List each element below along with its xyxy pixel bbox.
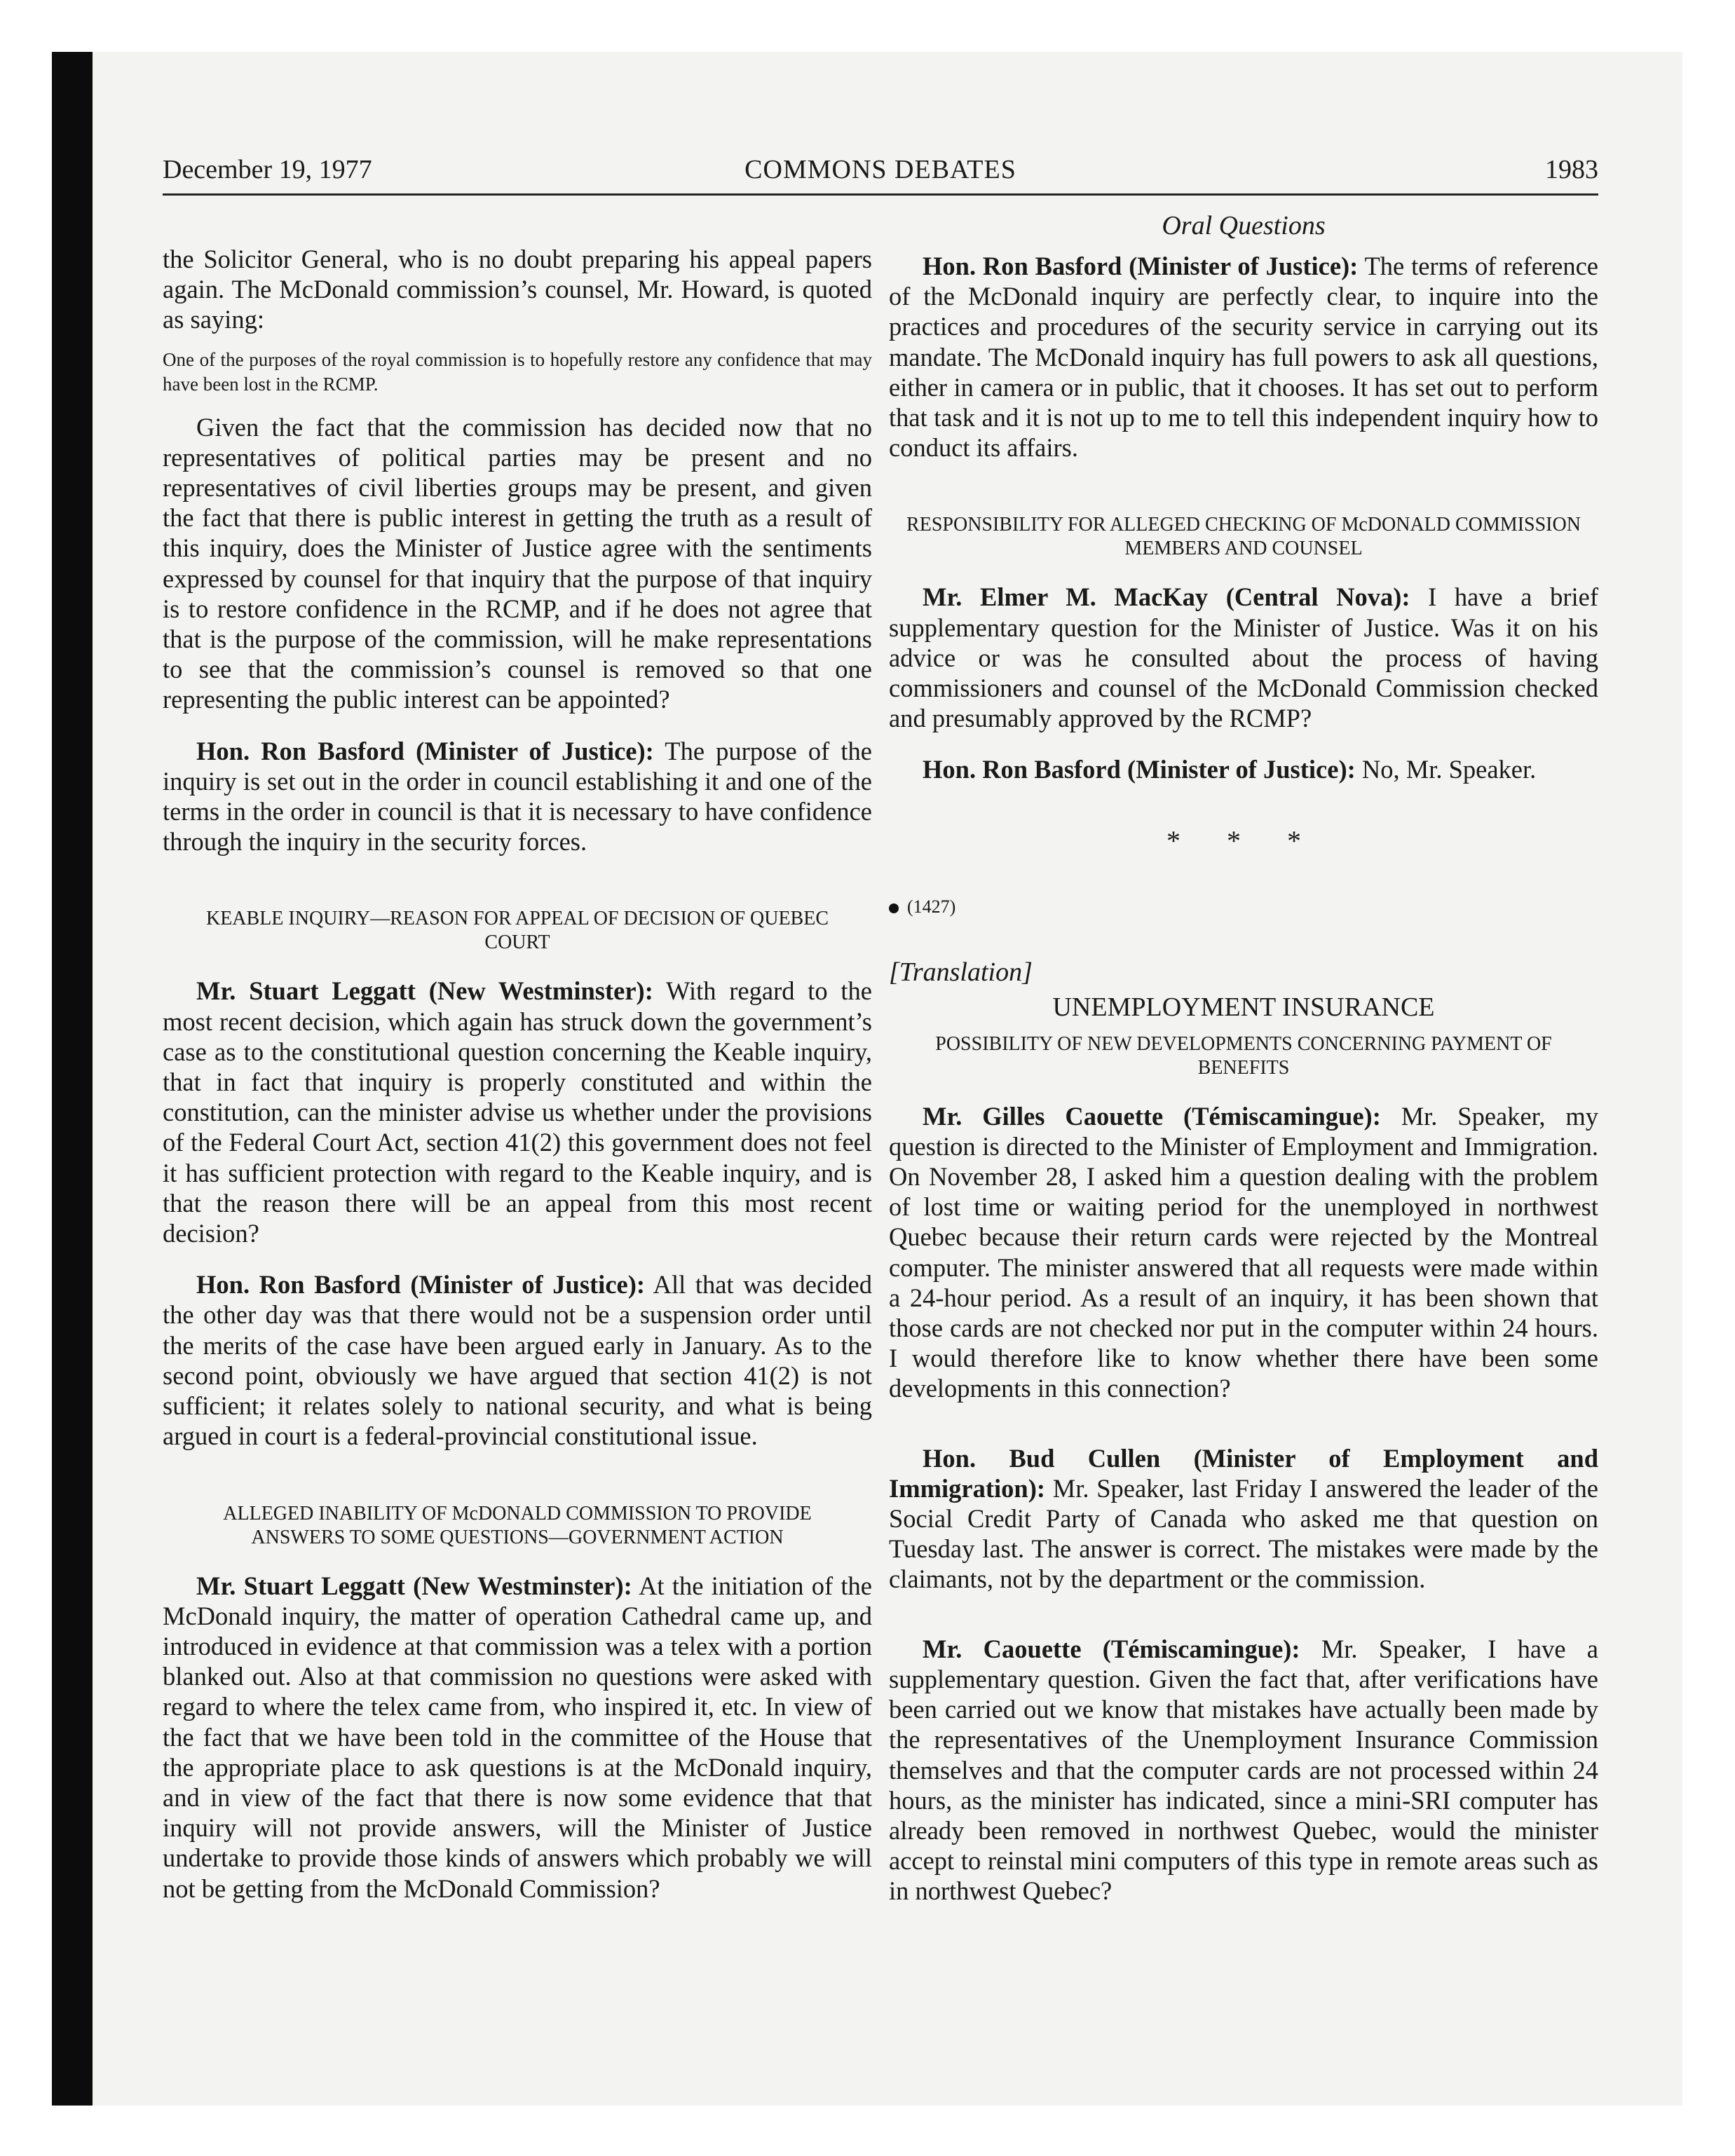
paragraph	[889, 582, 1598, 733]
section-heading: RESPONSIBILITY FOR ALLEGED CHECKING OF McDONALD COMMISSION MEMBERS AND COUNSEL	[906, 514, 1581, 560]
section-heading: KEABLE INQUIRY—REASON FOR APPEAL OF DECISION OF QUEBEC COURT	[205, 908, 829, 954]
speaker-name: Mr. Stuart Leggatt (New Westminster):	[196, 976, 653, 1006]
bullet-icon	[889, 903, 899, 913]
paragraph	[163, 976, 872, 1248]
paragraph	[889, 1443, 1598, 1595]
speaker-name: Mr. Elmer M. MacKay (Central Nova):	[923, 582, 1410, 612]
page-header	[163, 151, 1598, 196]
speech-text: At the initiation of the McDonald inquiry, the matter of operation Cathedral came up, and introduced in evidence at that commission was a telex with a portion blanked out. Also at that commission no questions were asked with regard to where the telex came from, who inspired it, etc. In view of the fact that we have been told in the committee of the House that the appropriate place to ask questions is at the McDonald inquiry, and in view of the fact that there is now some evidence that that inquiry will not provide answers, will the Minister of Justice undertake to provide those kinds of answers which probably we will not be getting from the McDonald Commission?	[163, 1571, 873, 1903]
speech-text: Mr. Speaker, last Friday I answered the leader of the Social Credit Party of Canada who asked me that question on Tuesday last. The answer is correct. The mistakes were made by the claimants, not by the department or the commission.	[889, 1473, 1598, 1594]
paragraph	[163, 1571, 872, 1904]
paragraph	[889, 251, 1598, 463]
header-date: December 19, 1977	[163, 155, 372, 184]
speaker-name: Hon. Ron Basford (Minister of Justice):	[923, 755, 1356, 784]
paragraph: Given the fact that the commission has decided now that no representatives of political parties may be present and no representatives of civil liberties groups may be present, and given the fact that there is public interest in getting the truth as a result of this inquiry, does the Minister of Justice agree with the sentiments expressed by counsel for that inquiry that the purpose of that inquiry is to restore confidence in the RCMP, and if he does not agree that that is the purpose of the commission, will he make representations to see that the commission’s counsel is removed so that one representing the public interest can be appointed?	[163, 412, 872, 714]
section-label: Oral Questions	[1162, 211, 1326, 240]
section-break: * * *	[1166, 824, 1321, 857]
page-number: 1983	[1545, 155, 1598, 184]
paragraph	[889, 754, 1598, 784]
speaker-name: Hon. Bud Cullen (Minister of Employment and Immigration):	[889, 1443, 1598, 1503]
speech-text: I have a brief supplementary question for the Minister of Justice. Was it on his advice or was he consulted about the process of having commissioners and counsel of the McDonald Commission checked and presumably approved by the RCMP?	[889, 582, 1598, 733]
speech-text: With regard to the most recent decision, which again has struck down the government’s case as to the constitutional question concerning the Keable inquiry, that in fact that inquiry is properly constituted and within the constitution, can the minister advise us whether under the provisions of the Federal Court Act, section 41(2) this government does not feel it has sufficient protection with regard to the Keable inquiry, and is that the reason there will be an appeal from this most recent decision?	[163, 976, 872, 1248]
paragraph	[163, 1269, 872, 1451]
paragraph: the Solicitor General, who is no doubt preparing his appeal papers again. The McDonald commission’s counsel, Mr. Howard, is quoted as saying:	[163, 245, 872, 334]
speaker-name: Hon. Ron Basford (Minister of Justice):	[196, 736, 654, 765]
timestamp-text: (1427)	[907, 896, 956, 917]
speech-text: All that was decided the other day was that there would not be a suspension order until the merits of the case have been argued early in January. As to the second point, obviously we have argued that section 41(2) is not sufficient; it relates solely to national security, and what is being argued in court is a federal-provincial constitutional issue.	[163, 1270, 872, 1451]
speaker-name: Mr. Caouette (Témiscamingue):	[923, 1634, 1300, 1663]
header-title: COMMONS DEBATES	[744, 155, 1016, 184]
section-heading: ALLEGED INABILITY OF McDONALD COMMISSION TO PROVIDE ANSWERS TO SOME QUESTIONS—GOVERNMENT ACTION	[223, 1502, 812, 1548]
timestamp	[889, 896, 1598, 917]
binding-edge	[52, 52, 93, 2106]
speech-text: Mr. Speaker, my question is directed to the Minister of Employment and Immigration. On November 28, I asked him a question dealing with the problem of lost time or waiting period for the unemployed in northwest Quebec because their return cards were rejected by the Montreal computer. The minister answered that all requests were made within a 24-hour period. As a result of an inquiry, it has been shown that those cards are not checked nor put in the computer within 24 hours. I would therefore like to know whether there have been some developments in this connection?	[889, 1101, 1598, 1403]
speaker-name: Hon. Ron Basford (Minister of Justice):	[923, 252, 1359, 280]
translation-note: [Translation]	[889, 957, 1033, 987]
paragraph	[163, 736, 872, 857]
speaker-name: Hon. Ron Basford (Minister of Justice):	[196, 1270, 646, 1299]
paragraph	[889, 1634, 1598, 1906]
right-column	[889, 210, 1598, 1906]
section-heading: POSSIBILITY OF NEW DEVELOPMENTS CONCERNING PAYMENT OF BENEFITS	[935, 1032, 1552, 1079]
speech-text: Mr. Speaker, I have a supplementary question. Given the fact that, after verifications have been carried out we know that mistakes have actually been made by the representatives of the Unemployment Insurance Commission themselves and that the computer cards are not processed within 24 hours, as the minister has indicated, since a mini-SRI computer has already been removed in northwest Quebec, would the minister accept to reinstal mini computers of this type in remote areas such as in northwest Quebec?	[889, 1634, 1598, 1906]
speech-text: No, Mr. Speaker.	[1355, 755, 1537, 784]
speaker-name: Mr. Stuart Leggatt (New Westminster):	[196, 1571, 632, 1600]
left-column	[163, 244, 872, 1904]
paragraph	[889, 1101, 1598, 1404]
speaker-name: Mr. Gilles Caouette (Témiscamingue):	[923, 1101, 1381, 1131]
major-heading: UNEMPLOYMENT INSURANCE	[1052, 992, 1435, 1022]
speech-text: The terms of reference of the McDonald inquiry are perfectly clear, to inquire into the practices and procedures of the security service in carrying out its mandate. The McDonald inquiry has full powers to ask all questions, either in camera or in public, that it chooses. It has set out to perform that task and it is not up to me to tell this independent inquiry how to conduct its affairs.	[889, 252, 1598, 463]
speech-text: The purpose of the inquiry is set out in the order in council establishing it and one of the terms in the order in council is that it is necessary to have confidence through the inquiry in the security forces.	[163, 736, 872, 857]
block-quote: One of the purposes of the royal commission is to hopefully restore any confidence that may have been lost in the RCMP.	[163, 348, 872, 395]
